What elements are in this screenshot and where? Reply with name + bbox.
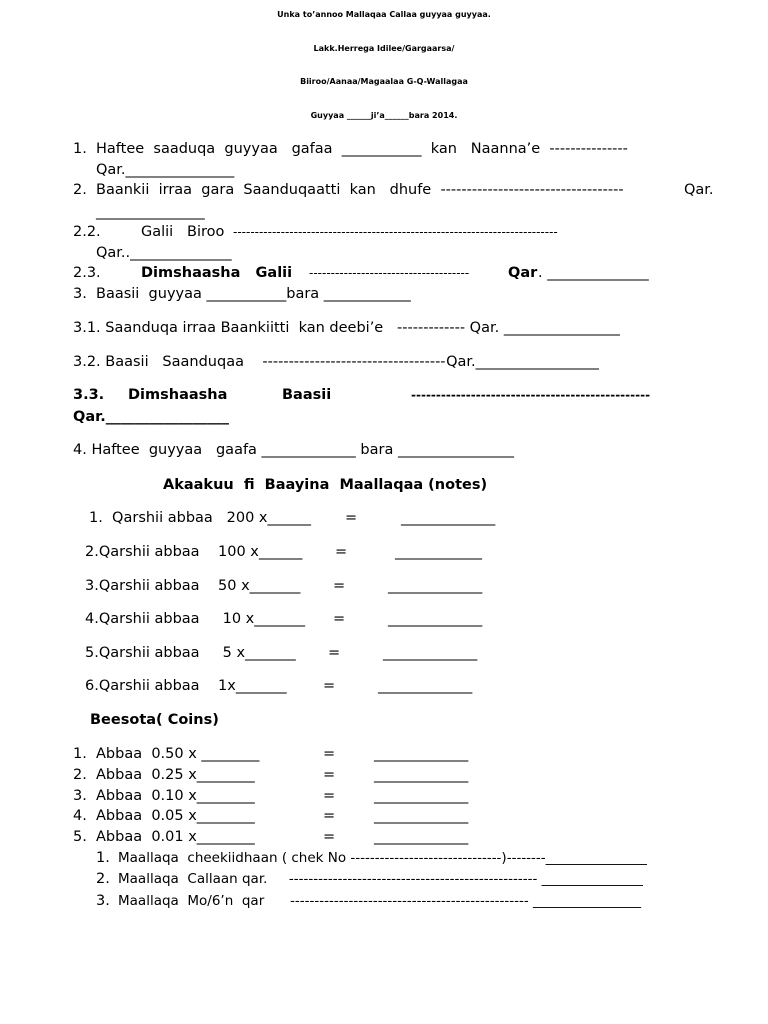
coin-row-equals: = (323, 808, 336, 824)
note-row-blank: _____________ (388, 578, 483, 594)
item-2-3-amount: . ______________ (538, 265, 649, 281)
note-row-blank: ____________ (395, 544, 482, 560)
coin-row-equals: = (323, 767, 336, 783)
item-1-number: 1. (73, 141, 87, 157)
money-row-cheque: Maallaqa cheekiidhaan ( chek No -------------------------------)--------_______________ (118, 850, 647, 866)
money-row-cash: Maallaqa Callaan qar. --------------------------------------------------- _______________ (118, 871, 643, 887)
item-1-text: Haftee saaduqa guyyaa gafaa ___________ kan Naanna’e --------------- (96, 141, 628, 157)
note-row-equals: = (345, 510, 358, 526)
note-row-label: 3.Qarshii abbaa 50 x_______ (85, 578, 301, 594)
note-row-equals: = (333, 611, 346, 627)
account-line: Lakk.Herrega Idilee/Gargaarsa/ (313, 44, 455, 53)
coin-row-label: Abbaa 0.25 x________ (96, 767, 255, 783)
item-2-3-number: 2.3. (73, 265, 101, 281)
coin-row-label: Abbaa 0.01 x________ (96, 829, 255, 845)
item-2-3-label: Dimshaasha Galii (141, 265, 293, 281)
office-line: Biiroo/Aanaa/Magaalaa G-Q-Wallagaa (300, 77, 468, 86)
note-row-blank: _____________ (383, 645, 478, 661)
item-3-3-dashes: ------------------------------------------------ (411, 388, 651, 402)
coin-row-number: 3. (73, 788, 87, 804)
money-row-number: 1. (96, 850, 110, 866)
item-3-3-amount: Qar._________________ (73, 409, 229, 425)
note-row-label: 1. Qarshii abbaa 200 x______ (89, 510, 311, 526)
note-row-equals: = (323, 678, 336, 694)
coin-row-number: 4. (73, 808, 87, 824)
item-3-number: 3. (73, 286, 87, 302)
form-title: Unka to’annoo Mallaqaa Callaa guyyaa guyyaa. (277, 10, 491, 19)
item-2-2-label: Galii Biroo (141, 224, 225, 240)
note-row-equals: = (335, 544, 348, 560)
item-2-2-number: 2.2. (73, 224, 101, 240)
notes-heading: Akaakuu fi Baayina Maallaqaa (notes) (163, 477, 488, 493)
item-3-3-number: 3.3. (73, 387, 105, 403)
coin-row-blank: _____________ (374, 788, 469, 804)
item-3-3-label-2: Baasii (282, 387, 332, 403)
note-row-label: 5.Qarshii abbaa 5 x_______ (85, 645, 296, 661)
coin-row-blank: _____________ (374, 767, 469, 783)
note-row-equals: = (328, 645, 341, 661)
date-line: Guyyaa ______ji’a______bara 2014. (310, 111, 458, 120)
coin-row-equals: = (323, 829, 336, 845)
coin-row-label: Abbaa 0.10 x________ (96, 788, 255, 804)
note-row-equals: = (333, 578, 346, 594)
coin-row-equals: = (323, 788, 336, 804)
coin-row-label: Abbaa 0.05 x________ (96, 808, 255, 824)
coins-heading: Beesota( Coins) (90, 712, 219, 728)
item-1-amount: Qar._______________ (96, 162, 235, 178)
coin-row-label: Abbaa 0.50 x ________ (96, 746, 260, 762)
coin-row-number: 2. (73, 767, 87, 783)
item-2-qar: Qar. (684, 182, 714, 198)
item-2-3-qar: Qar (508, 265, 538, 281)
item-4: 4. Haftee guyyaa gaafa _____________ bara ________________ (73, 442, 514, 458)
coin-row-number: 5. (73, 829, 87, 845)
coin-row-blank: _____________ (374, 808, 469, 824)
note-row-label: 2.Qarshii abbaa 100 x______ (85, 544, 303, 560)
note-row-blank: _____________ (388, 611, 483, 627)
item-2-amount: _______________ (96, 204, 205, 220)
item-3-3-label: Dimshaasha (128, 387, 228, 403)
money-row-number: 3. (96, 893, 110, 909)
note-row-label: 6.Qarshii abbaa 1x_______ (85, 678, 287, 694)
coin-row-blank: _____________ (374, 829, 469, 845)
item-2-3-dashes: ------------------------------------- (309, 266, 470, 280)
coin-row-number: 1. (73, 746, 87, 762)
item-3-1: 3.1. Saanduqa irraa Baankiitti kan deebi’e ------------- Qar. ________________ (73, 320, 620, 336)
item-2-2-amount: Qar..______________ (96, 245, 232, 261)
note-row-blank: _____________ (401, 510, 496, 526)
note-row-blank: _____________ (378, 678, 473, 694)
money-row-number: 2. (96, 871, 110, 887)
item-2-number: 2. (73, 182, 87, 198)
coin-row-blank: _____________ (374, 746, 469, 762)
coin-row-equals: = (323, 746, 336, 762)
item-2-2-dashes: --------------------------------------------------------------------------- (233, 225, 558, 239)
item-3-2: 3.2. Baasii Saanduqaa -----------------------------------Qar._________________ (73, 354, 599, 370)
item-2-text: Baankii irraa gara Saanduqaatti kan dhufe ----------------------------------- (96, 182, 624, 198)
item-3-text: Baasii guyyaa ___________bara ____________ (96, 286, 411, 302)
note-row-label: 4.Qarshii abbaa 10 x_______ (85, 611, 306, 627)
money-row-mo6: Maallaqa Mo/6’n qar ------------------------------------------------- ________________ (118, 893, 641, 909)
